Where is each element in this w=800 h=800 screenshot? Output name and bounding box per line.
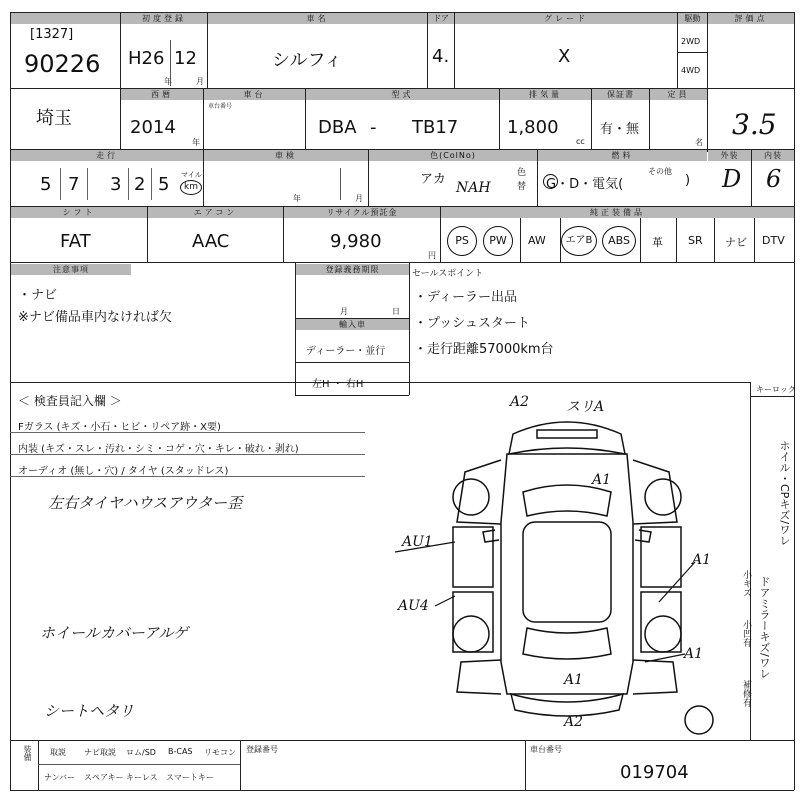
door-header: ドア bbox=[428, 13, 454, 24]
damage-mark: A1 bbox=[692, 552, 712, 568]
damage-mark: A1 bbox=[564, 672, 584, 688]
door-count: 4. bbox=[432, 46, 450, 67]
notice-item: ※ナビ備品車内なければ欠 bbox=[18, 310, 172, 325]
equip-aw: AW bbox=[528, 234, 546, 247]
vin-label: 車台番号 bbox=[530, 745, 562, 754]
sales-point: ・走行距離57000km台 bbox=[414, 342, 554, 357]
displacement: 1,800 bbox=[507, 117, 559, 138]
handle-value: 左H ・ 右H bbox=[312, 379, 364, 390]
inspection-year: 年 bbox=[293, 194, 301, 203]
model-year-header: 西暦 bbox=[121, 89, 203, 100]
drive-2wd: 2WD bbox=[681, 37, 701, 46]
mileage-digit: 5 bbox=[40, 174, 52, 195]
cert-header: 保証書 bbox=[592, 89, 649, 100]
damage-mark: A1 bbox=[684, 646, 704, 662]
cert-value: 有・無 bbox=[600, 122, 640, 137]
shift-header: シフト bbox=[11, 207, 147, 218]
era-suffix: 年 bbox=[192, 138, 200, 147]
unit-mile: マイル bbox=[181, 171, 202, 179]
sales-header: セールスポイント bbox=[412, 269, 484, 279]
damage-mark: スリA bbox=[566, 399, 605, 415]
color-header: 色(ColNo) bbox=[369, 150, 537, 161]
recycle-header: リサイクル預託金 bbox=[284, 207, 440, 218]
car-name-header: 車名 bbox=[208, 13, 427, 24]
inspector-note: ホイールカバーアルゲ bbox=[40, 624, 189, 642]
inspector-note: シートヘタリ bbox=[44, 702, 135, 720]
capacity-header: 定員 bbox=[650, 89, 707, 100]
footer-item: ナビ取説 bbox=[84, 748, 116, 757]
inspection-line: Fガラス (キズ・小石・ヒビ・リペア跡・X要) bbox=[18, 422, 221, 433]
stock-number: 90226 bbox=[24, 50, 101, 78]
legend-wheel: ホイル・CPキズ/ワレ bbox=[778, 440, 791, 547]
color-code: NAH bbox=[456, 180, 491, 196]
deadline-month: 月 bbox=[340, 307, 348, 316]
footer-item: B-CAS bbox=[168, 747, 193, 756]
footer-item: スマートキー bbox=[166, 773, 214, 782]
reg-month: 12 bbox=[174, 48, 197, 69]
color-change: 色替 bbox=[517, 168, 527, 192]
keylock-label: キーロック bbox=[756, 385, 796, 394]
recycle-value: 9,980 bbox=[330, 231, 382, 252]
ext-header: 外装 bbox=[708, 150, 751, 161]
mileage-digit: 5 bbox=[158, 174, 170, 195]
unit-km-circled: km bbox=[180, 180, 202, 195]
equip-ps: PS bbox=[447, 226, 477, 256]
int-header: 内装 bbox=[752, 150, 794, 161]
inspector-note: 左右タイヤハウスアウター歪 bbox=[48, 494, 243, 512]
yen-suffix: 円 bbox=[428, 251, 436, 260]
color-value: アカ bbox=[420, 172, 446, 187]
deadline-day: 日 bbox=[392, 307, 400, 316]
shift-value: FAT bbox=[60, 231, 91, 252]
chassis-note: 車台番号 bbox=[208, 103, 233, 110]
displacement-header: 排気量 bbox=[500, 89, 591, 100]
score-value: 3.5 bbox=[732, 108, 777, 141]
damage-mark: AU4 bbox=[398, 598, 429, 614]
legend-mirror: ドアミラーキズ/ワレ bbox=[758, 576, 771, 679]
mileage-digit: 7 bbox=[68, 174, 80, 195]
fuel-close: ) bbox=[685, 173, 691, 188]
inspection-line: オーディオ (無し・穴) / タイヤ (スタッドレス) bbox=[18, 466, 229, 477]
ac-value: AAC bbox=[192, 231, 230, 252]
grade: X bbox=[558, 46, 571, 67]
car-name: シルフィ bbox=[272, 50, 343, 71]
reg-date-header: 初度登録 bbox=[121, 13, 207, 24]
legend-small-dent: 小凹有 bbox=[741, 620, 751, 647]
fuel-options: G・D・電気( bbox=[546, 177, 624, 192]
vin-value: 019704 bbox=[620, 762, 689, 783]
footer-item: ロム/SD bbox=[126, 748, 156, 757]
fuel-header: 燃料 bbox=[538, 150, 707, 161]
equip-abs: ABS bbox=[602, 226, 636, 256]
mileage-header: 走行 bbox=[11, 150, 203, 161]
damage-mark: A2 bbox=[510, 394, 530, 410]
reg-no-label: 登録番号 bbox=[246, 745, 278, 754]
import-header: 輸入車 bbox=[296, 319, 409, 330]
mileage-digit: 3 bbox=[110, 174, 122, 195]
equip-pw: PW bbox=[483, 226, 513, 256]
inspection-month: 月 bbox=[355, 194, 363, 203]
equipment-header: 純正装備品 bbox=[441, 207, 794, 218]
type-dash: - bbox=[370, 117, 377, 138]
fuel-other: その他 bbox=[648, 167, 672, 176]
int-grade: 6 bbox=[766, 165, 782, 193]
notice-header: 注意事項 bbox=[11, 264, 131, 275]
reg-deadline-header: 登録義務期限 bbox=[296, 264, 409, 275]
year-suffix: 年 bbox=[164, 77, 172, 86]
legend-small-scratch: 小キズ bbox=[741, 570, 751, 597]
footer-item: 取説 bbox=[50, 748, 66, 757]
footer-item: ナンバー bbox=[44, 773, 76, 782]
month-suffix: 月 bbox=[196, 77, 204, 86]
grade-header: グレード bbox=[455, 13, 677, 24]
footer-item: キーレス bbox=[126, 773, 158, 782]
ac-header: エアコン bbox=[148, 207, 283, 218]
type-prefix: DBA bbox=[318, 117, 357, 138]
ext-grade: D bbox=[722, 165, 742, 193]
lot-header bbox=[11, 13, 120, 24]
cc-unit: cc bbox=[576, 137, 585, 146]
import-value: ディーラー・並行 bbox=[306, 346, 386, 357]
type-header: 型式 bbox=[306, 89, 499, 100]
footer-item: リモコン bbox=[204, 748, 236, 757]
capacity-suffix: 名 bbox=[695, 138, 703, 147]
inspection-title: ＜ 検査員記入欄 ＞ bbox=[18, 394, 122, 408]
drive-4wd: 4WD bbox=[681, 66, 701, 75]
sales-point: ・プッシュスタート bbox=[414, 316, 530, 331]
notice-item: ・ナビ bbox=[18, 288, 58, 303]
lot-number: [1327] bbox=[30, 27, 74, 42]
drive-header: 駆動 bbox=[678, 13, 707, 24]
footer-item: スペアキー bbox=[84, 773, 124, 782]
model-year: 2014 bbox=[130, 117, 176, 138]
equip-navi: ナビ bbox=[725, 236, 747, 249]
equip-airbag: エアB bbox=[561, 226, 597, 256]
equip-sunroof: SR bbox=[688, 234, 703, 247]
legend-repaired: 補修有 bbox=[741, 680, 751, 707]
damage-mark: A1 bbox=[592, 472, 612, 488]
sales-point: ・ディーラー出品 bbox=[414, 290, 517, 305]
damage-mark: A2 bbox=[564, 714, 584, 730]
inspection-header: 車検 bbox=[204, 150, 368, 161]
equip-leather: 革 bbox=[652, 236, 663, 249]
type-code: TB17 bbox=[412, 117, 459, 138]
damage-mark: AU1 bbox=[402, 534, 433, 550]
mileage-digit: 2 bbox=[134, 174, 146, 195]
inspection-line: 内装 (キズ・スレ・汚れ・シミ・コゲ・穴・キレ・破れ・剥れ) bbox=[18, 444, 299, 455]
footer-equip-label: 装備 bbox=[23, 745, 32, 761]
reg-year: H26 bbox=[128, 48, 165, 69]
equip-dtv: DTV bbox=[762, 234, 785, 247]
score-header: 評価点 bbox=[708, 13, 794, 24]
region: 埼玉 bbox=[36, 108, 72, 129]
chassis-header: 車台 bbox=[204, 89, 305, 100]
